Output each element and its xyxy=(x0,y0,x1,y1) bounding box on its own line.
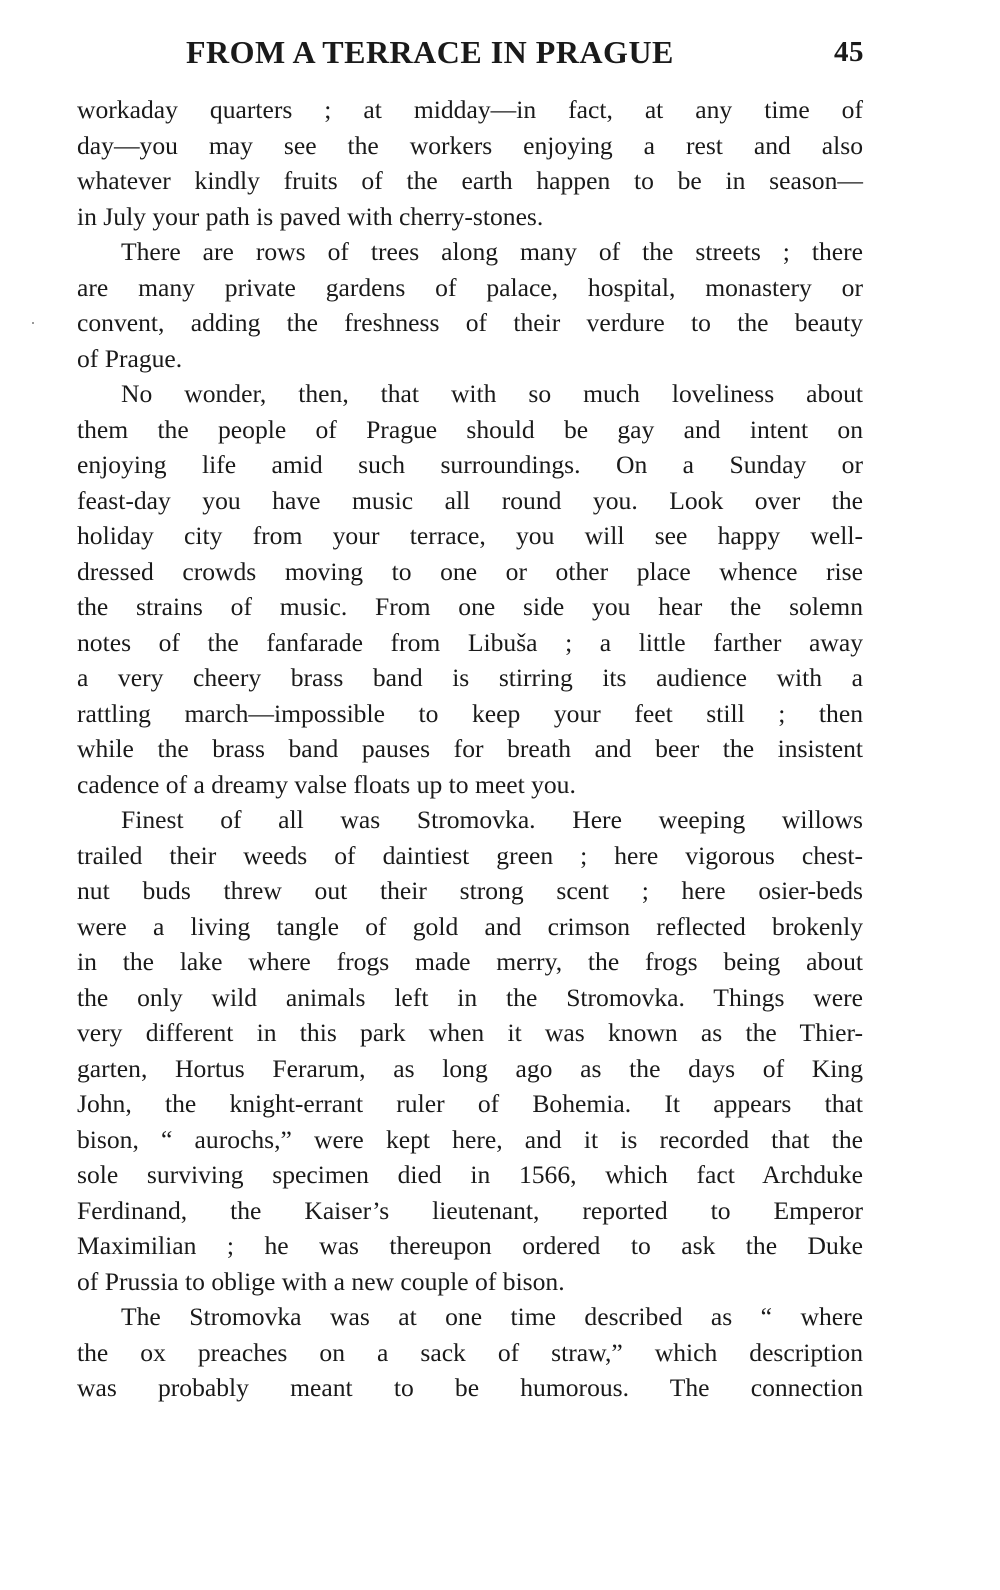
text-line: cadence of a dreamy valse floats up to meet you. xyxy=(77,769,576,799)
text-line: bison, “ aurochs,” were kept here, and it is recorded that the xyxy=(77,1124,863,1154)
text-line: day—you may see the workers enjoying a rest and also xyxy=(77,130,863,160)
text-line: dressed crowds moving to one or other place whence rise xyxy=(77,556,863,586)
text-line: sole surviving specimen died in 1566, which fact Archduke xyxy=(77,1160,863,1189)
text-line: holiday city from your terrace, you will see happy well- xyxy=(77,521,863,550)
text-line: The Stromovka was at one time described as “ where xyxy=(121,1302,863,1331)
text-line: while the brass band pauses for breath and beer the insistent xyxy=(77,734,863,763)
text-line: whatever kindly fruits of the earth happen to be in season— xyxy=(77,166,863,195)
text-line: the only wild animals left in the Stromovka. Things were xyxy=(77,982,863,1012)
text-line: Maximilian ; he was thereupon ordered to ask the Duke xyxy=(77,1231,863,1260)
text-line: rattling march—impossible to keep your feet still ; then xyxy=(77,698,863,728)
text-line: the strains of music. From one side you hear the solemn xyxy=(77,592,863,621)
text-line: were a living tangle of gold and crimson reflected brokenly xyxy=(77,911,863,941)
margin-speck xyxy=(32,322,34,324)
text-line: very different in this park when it was known as the Thier- xyxy=(77,1018,863,1047)
text-line: convent, adding the freshness of their verdure to the beauty xyxy=(77,308,863,337)
running-head-title: FROM A TERRACE IN PRAGUE xyxy=(186,34,674,70)
text-line: of Prague. xyxy=(77,343,183,373)
text-line: enjoying life amid such surroundings. On a Sunday or xyxy=(77,450,863,479)
page-number: 45 xyxy=(834,36,864,68)
text-line: Ferdinand, the Kaiser’s lieutenant, reported to Emperor xyxy=(77,1195,863,1225)
text-line: No wonder, then, that with so much loveliness about xyxy=(121,379,863,408)
text-line: John, the knight-errant ruler of Bohemia. It appears that xyxy=(77,1089,863,1118)
text-line: garten, Hortus Ferarum, as long ago as the days of King xyxy=(77,1053,863,1083)
text-line: them the people of Prague should be gay and intent on xyxy=(77,414,863,444)
body-text xyxy=(77,92,863,1406)
text-line: trailed their weeds of daintiest green ; here vigorous chest- xyxy=(77,840,863,870)
text-line: a very cheery brass band is stirring its audience with a xyxy=(77,663,863,692)
text-line: Finest of all was Stromovka. Here weeping willows xyxy=(121,805,863,834)
text-line: feast-day you have music all round you. Look over the xyxy=(77,485,863,515)
text-line: notes of the fanfarade from Libuša ; a little farther away xyxy=(77,627,863,657)
text-line: of Prussia to oblige with a new couple of bison. xyxy=(77,1266,565,1296)
text-line: nut buds threw out their strong scent ; here osier-beds xyxy=(77,876,863,905)
text-line: in the lake where frogs made merry, the frogs being about xyxy=(77,947,863,976)
running-head xyxy=(76,30,864,76)
text-line: the ox preaches on a sack of straw,” which description xyxy=(77,1337,863,1367)
text-line: workaday quarters ; at midday—in fact, at any time of xyxy=(77,95,863,124)
text-line: was probably meant to be humorous. The connection xyxy=(77,1373,863,1402)
text-line: There are rows of trees along many of the streets ; there xyxy=(121,237,863,266)
text-line: are many private gardens of palace, hospital, monastery or xyxy=(77,272,863,302)
text-line: in July your path is paved with cherry-stones. xyxy=(77,201,544,231)
